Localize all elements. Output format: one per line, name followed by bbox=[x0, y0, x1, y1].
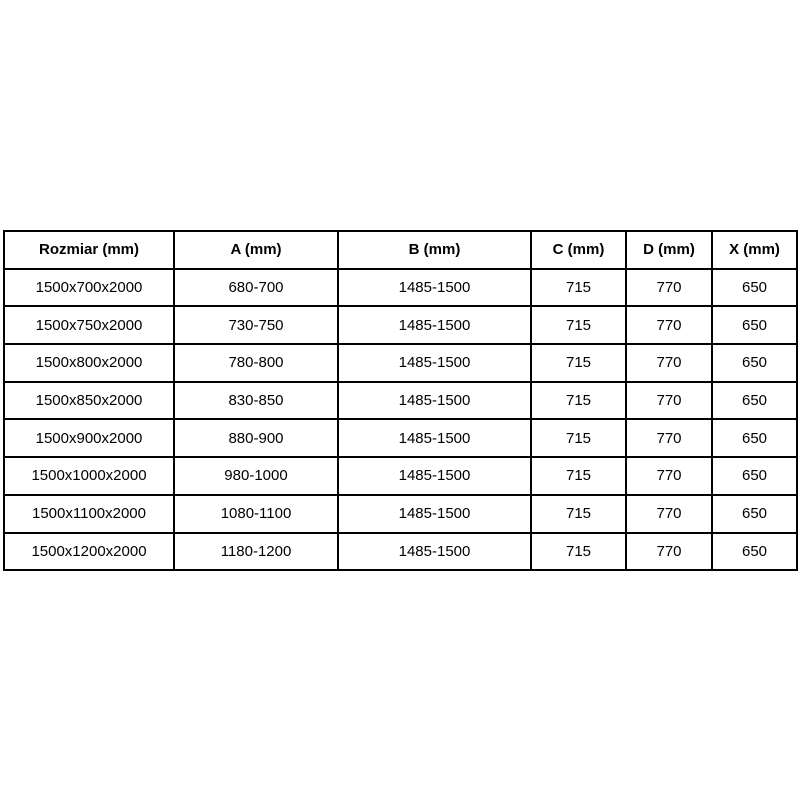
table-cell: 730-750 bbox=[174, 306, 338, 344]
table-cell: 1485-1500 bbox=[338, 344, 531, 382]
table-cell: 715 bbox=[531, 269, 626, 307]
table-cell: 1080-1100 bbox=[174, 495, 338, 533]
table-cell: 715 bbox=[531, 419, 626, 457]
table-cell: 880-900 bbox=[174, 419, 338, 457]
table-cell: 770 bbox=[626, 419, 712, 457]
table-cell: 650 bbox=[712, 457, 797, 495]
table-row bbox=[4, 419, 797, 457]
table-cell: 1500x850x2000 bbox=[4, 382, 174, 420]
column-header-c: C (mm) bbox=[531, 231, 626, 269]
table-cell: 715 bbox=[531, 533, 626, 571]
table-row bbox=[4, 533, 797, 571]
table-cell: 715 bbox=[531, 344, 626, 382]
table-cell: 715 bbox=[531, 306, 626, 344]
table-cell: 1500x700x2000 bbox=[4, 269, 174, 307]
table-cell: 1485-1500 bbox=[338, 495, 531, 533]
table-cell: 1500x1200x2000 bbox=[4, 533, 174, 571]
table-cell: 715 bbox=[531, 382, 626, 420]
table-cell: 650 bbox=[712, 382, 797, 420]
table-cell: 770 bbox=[626, 382, 712, 420]
table-row bbox=[4, 269, 797, 307]
table-cell: 1500x1000x2000 bbox=[4, 457, 174, 495]
table-cell: 1485-1500 bbox=[338, 382, 531, 420]
table-cell: 1485-1500 bbox=[338, 419, 531, 457]
table-cell: 770 bbox=[626, 306, 712, 344]
table-cell: 1500x900x2000 bbox=[4, 419, 174, 457]
table-cell: 1500x1100x2000 bbox=[4, 495, 174, 533]
table-cell: 770 bbox=[626, 495, 712, 533]
table-cell: 715 bbox=[531, 457, 626, 495]
table-cell: 650 bbox=[712, 419, 797, 457]
table-cell: 1485-1500 bbox=[338, 457, 531, 495]
table-cell: 715 bbox=[531, 495, 626, 533]
table-cell: 1500x750x2000 bbox=[4, 306, 174, 344]
table-cell: 770 bbox=[626, 269, 712, 307]
table-cell: 770 bbox=[626, 533, 712, 571]
table-cell: 1485-1500 bbox=[338, 269, 531, 307]
table-row bbox=[4, 344, 797, 382]
table-cell: 830-850 bbox=[174, 382, 338, 420]
table-cell: 650 bbox=[712, 344, 797, 382]
table-cell: 1180-1200 bbox=[174, 533, 338, 571]
table-cell: 1500x800x2000 bbox=[4, 344, 174, 382]
table-cell: 650 bbox=[712, 533, 797, 571]
column-header-x: X (mm) bbox=[712, 231, 797, 269]
column-header-d: D (mm) bbox=[626, 231, 712, 269]
table-row bbox=[4, 382, 797, 420]
column-header-b: B (mm) bbox=[338, 231, 531, 269]
column-header-a: A (mm) bbox=[174, 231, 338, 269]
table-cell: 1485-1500 bbox=[338, 533, 531, 571]
table-cell: 650 bbox=[712, 495, 797, 533]
table-cell: 680-700 bbox=[174, 269, 338, 307]
table-cell: 650 bbox=[712, 269, 797, 307]
table-row bbox=[4, 495, 797, 533]
table-cell: 770 bbox=[626, 344, 712, 382]
dimension-spec-table-container bbox=[3, 230, 796, 571]
table-cell: 780-800 bbox=[174, 344, 338, 382]
table-cell: 650 bbox=[712, 306, 797, 344]
table-cell: 980-1000 bbox=[174, 457, 338, 495]
table-cell: 1485-1500 bbox=[338, 306, 531, 344]
table-cell: 770 bbox=[626, 457, 712, 495]
table-header-row bbox=[4, 231, 797, 269]
table-row bbox=[4, 457, 797, 495]
dimension-spec-table bbox=[3, 230, 798, 571]
table-row bbox=[4, 306, 797, 344]
column-header-rozmiar: Rozmiar (mm) bbox=[4, 231, 174, 269]
